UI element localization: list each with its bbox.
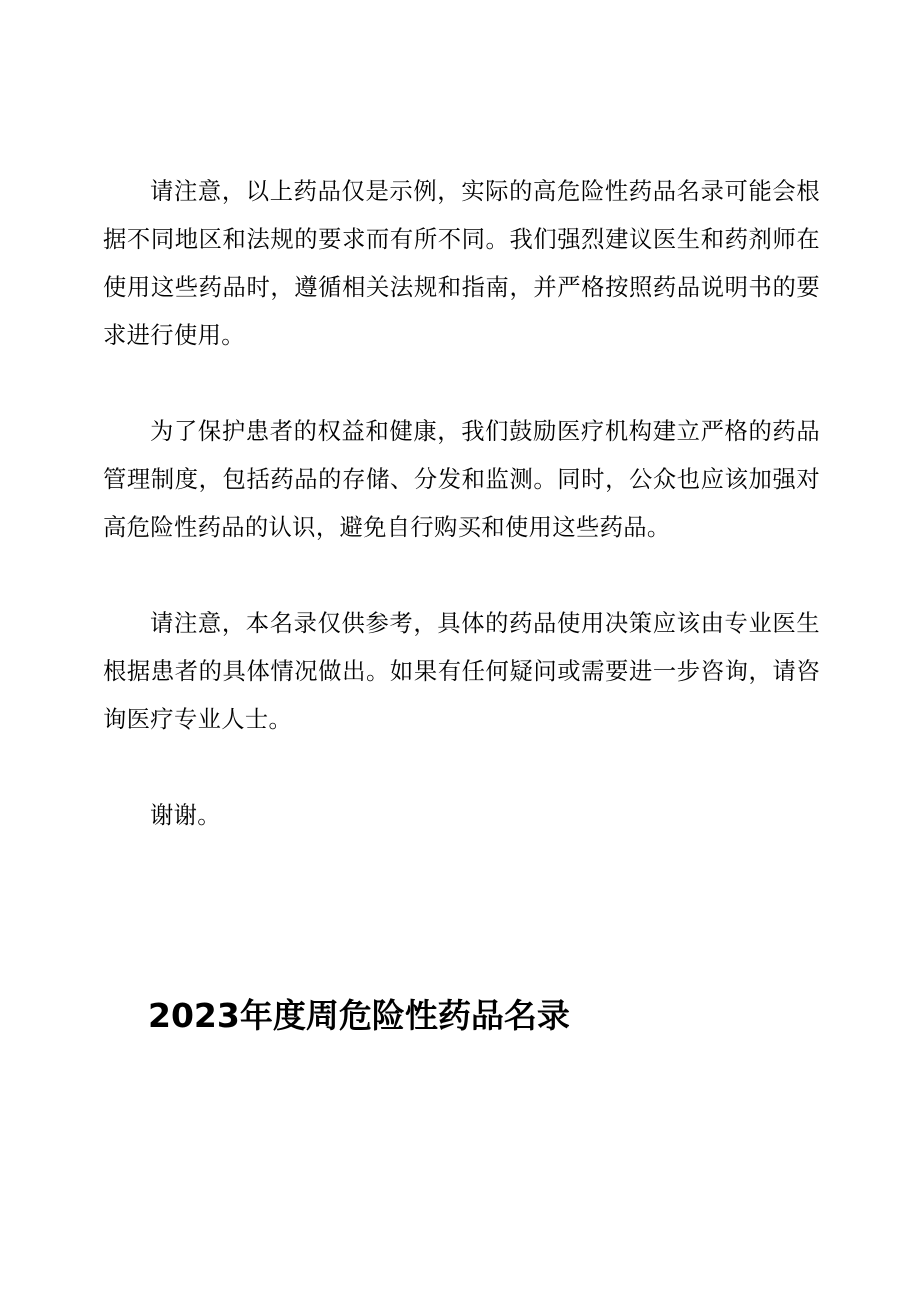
paragraph-gap [103, 360, 820, 408]
paragraph-reference-note: 请注意，本名录仅供参考，具体的药品使用决策应该由专业医生根据患者的具体情况做出。如果有任何疑问或需要进一步咨询，请咨询医疗专业人士。 [103, 610, 820, 733]
paragraph-disclaimer: 请注意，以上药品仅是示例，实际的高危险性药品名录可能会根据不同地区和法规的要求而有所不同。我们强烈建议医生和药剂师在使用这些药品时，遵循相关法规和指南，并严格按照药品说明书的要求进行使用。 [103, 178, 820, 349]
paragraph-thanks: 谢谢。 [150, 802, 221, 829]
document-body [103, 168, 820, 840]
paragraph-gap [103, 552, 820, 600]
document-title: 2023年度周危险性药品名录 [148, 996, 570, 1035]
paragraph-gap [103, 744, 820, 792]
paragraph-patient-protection: 为了保护患者的权益和健康，我们鼓励医疗机构建立严格的药品管理制度，包括药品的存储、分发和监测。同时，公众也应该加强对高危险性药品的认识，避免自行购买和使用这些药品。 [103, 418, 820, 541]
